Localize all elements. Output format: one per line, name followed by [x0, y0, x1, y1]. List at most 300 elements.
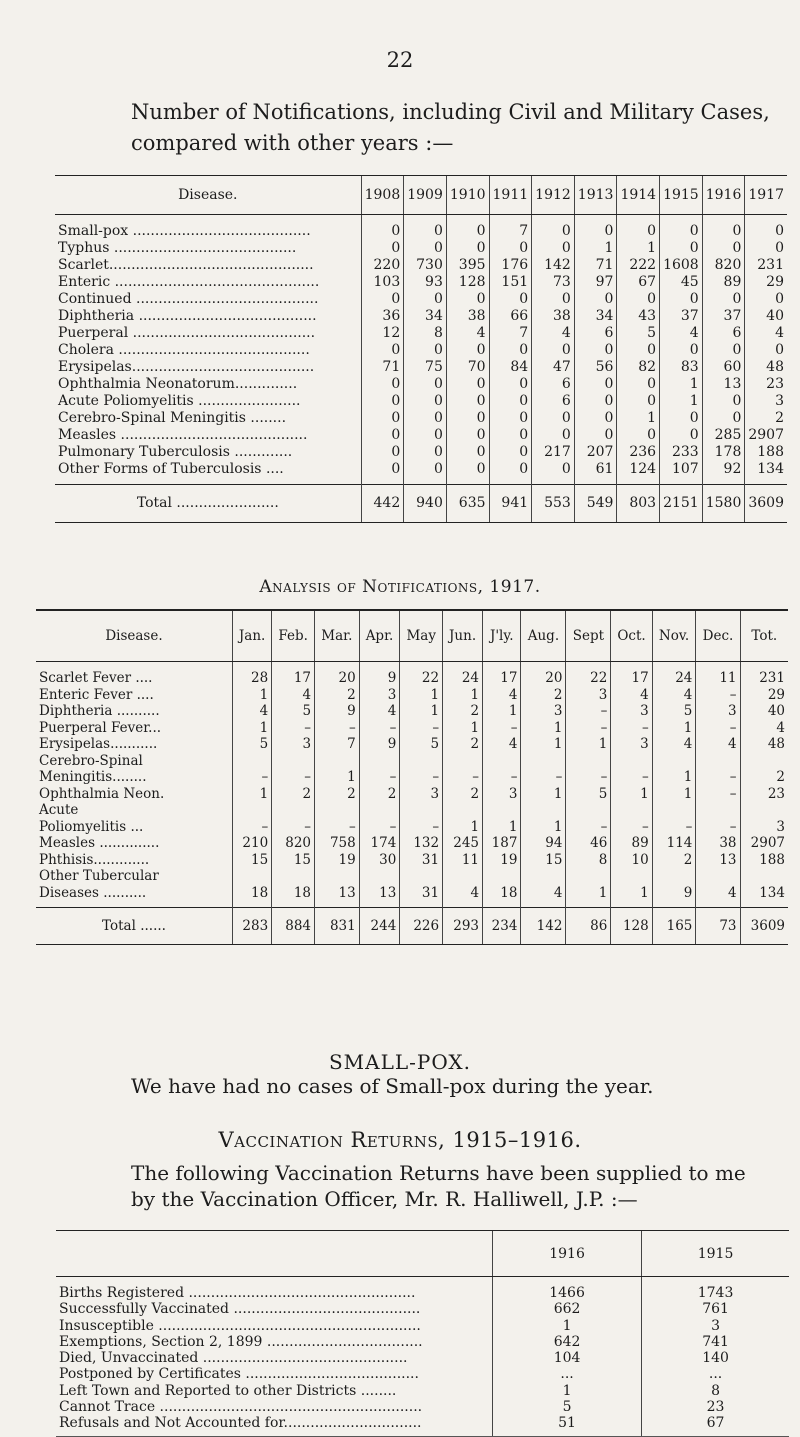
cell-value: 4	[483, 736, 521, 753]
cell-value: 0	[489, 410, 532, 427]
row-label: Scarlet..............................................	[58, 257, 314, 273]
cell-value: 6	[574, 325, 617, 342]
cell-value: –	[315, 720, 360, 737]
table-row	[56, 1383, 789, 1399]
table-row	[56, 1301, 789, 1317]
total-value: 73	[696, 908, 740, 945]
cell-value: 0	[574, 291, 617, 308]
cell-value: 0	[574, 410, 617, 427]
row-label: Other Tubercular	[39, 868, 159, 884]
cell-value: 20	[315, 662, 360, 687]
cell-value: 188	[740, 852, 788, 869]
cell-value: 0	[617, 342, 660, 359]
column-header: Mar.	[315, 610, 360, 662]
cell-value: 7	[489, 325, 532, 342]
cell-value: 22	[566, 662, 611, 687]
row-label: Pulmonary Tuberculosis .............	[58, 444, 293, 460]
cell-value: 11	[696, 662, 740, 687]
cell-value: 34	[574, 308, 617, 325]
row-label: Diphtheria ........................................	[58, 308, 317, 324]
cell-value: 24	[443, 662, 483, 687]
cell-value: 0	[446, 376, 489, 393]
cell-value: 662	[493, 1301, 642, 1317]
cell-value: 15	[233, 852, 272, 869]
cell-value: 1	[652, 786, 696, 803]
column-header: 1915	[642, 1231, 789, 1277]
cell-value: 3	[272, 736, 315, 753]
analysis-heading	[0, 577, 800, 597]
cell-value: 37	[702, 308, 745, 325]
table-row	[55, 393, 787, 410]
cell-value: 0	[617, 215, 660, 241]
cell-value: 9	[359, 736, 400, 753]
cell-value: 1	[566, 736, 611, 753]
cell-value	[483, 802, 521, 819]
cell-value: 2907	[740, 835, 788, 852]
cell-value: 17	[483, 662, 521, 687]
cell-value: 820	[272, 835, 315, 852]
cell-value: 0	[404, 427, 447, 444]
cell-value: 1	[660, 393, 703, 410]
cell-value: 0	[532, 291, 575, 308]
notifications-heading: Number of Notifications, including Civil and Military Cases, compared with other years :—	[131, 100, 770, 155]
cell-value	[272, 868, 315, 885]
cell-value: 187	[483, 835, 521, 852]
cell-value: 0	[404, 291, 447, 308]
cell-value	[652, 802, 696, 819]
cell-value: 1	[611, 885, 652, 908]
row-label: Enteric Fever ....	[39, 686, 154, 703]
cell-value: 23	[740, 786, 788, 803]
cell-value	[233, 753, 272, 770]
cell-value: 107	[660, 461, 703, 485]
cell-value	[315, 802, 360, 819]
cell-value: 124	[617, 461, 660, 485]
cell-value: 0	[361, 393, 404, 410]
cell-value: 0	[702, 215, 745, 241]
cell-value: 285	[702, 427, 745, 444]
cell-value: 222	[617, 257, 660, 274]
cell-value: –	[359, 720, 400, 737]
cell-value: 0	[660, 410, 703, 427]
row-label: Refusals and Not Accounted for...............................	[56, 1415, 493, 1436]
cell-value: –	[483, 720, 521, 737]
cell-value: 45	[660, 274, 703, 291]
cell-value: 0	[660, 427, 703, 444]
cell-value: 0	[489, 427, 532, 444]
cell-value: 0	[489, 342, 532, 359]
cell-value: 6	[532, 376, 575, 393]
cell-value: 0	[532, 215, 575, 241]
cell-value: 4	[652, 687, 696, 704]
cell-value: 0	[361, 427, 404, 444]
row-label: Poliomyelitis ...	[39, 818, 144, 835]
disease-header: Disease.	[55, 176, 361, 215]
cell-value: 1	[233, 720, 272, 737]
column-header: Tot.	[740, 610, 788, 662]
cell-value: 18	[233, 885, 272, 908]
cell-value: 1	[443, 720, 483, 737]
cell-value: 12	[361, 325, 404, 342]
cell-value: 2	[359, 786, 400, 803]
cell-value	[566, 802, 611, 819]
cell-value: 2907	[745, 427, 787, 444]
cell-value: 3	[400, 786, 443, 803]
cell-value	[443, 802, 483, 819]
cell-value: 4	[745, 325, 787, 342]
cell-value: 71	[574, 257, 617, 274]
cell-value: –	[611, 769, 652, 786]
cell-value: 0	[404, 342, 447, 359]
cell-value: 0	[446, 410, 489, 427]
cell-value: 151	[489, 274, 532, 291]
table-row	[36, 819, 788, 836]
cell-value	[483, 868, 521, 885]
column-header: Apr.	[359, 610, 400, 662]
cell-value: 61	[574, 461, 617, 485]
cell-value: 0	[489, 291, 532, 308]
cell-value: 1	[611, 786, 652, 803]
cell-value: 2	[521, 687, 566, 704]
cell-value: 1	[233, 687, 272, 704]
cell-value: –	[611, 819, 652, 836]
cell-value: 0	[404, 410, 447, 427]
cell-value: 0	[446, 461, 489, 485]
cell-value: 1	[617, 240, 660, 257]
cell-value: 0	[446, 444, 489, 461]
row-label: Measles ..............	[39, 835, 160, 851]
cell-value: 4	[696, 885, 740, 908]
cell-value: 67	[642, 1415, 789, 1436]
cell-value: 0	[702, 410, 745, 427]
cell-value: 48	[740, 736, 788, 753]
cell-value: 0	[660, 215, 703, 241]
cell-value: 9	[359, 662, 400, 687]
total-value: 283	[233, 908, 272, 945]
table-row	[55, 291, 787, 308]
table-row	[36, 868, 788, 885]
cell-value: ...	[642, 1366, 789, 1382]
cell-value: 11	[443, 852, 483, 869]
row-label: Puerperal Fever...	[39, 719, 162, 736]
total-value: 142	[521, 908, 566, 945]
cell-value: 0	[404, 240, 447, 257]
cell-value	[521, 868, 566, 885]
cell-value	[740, 753, 788, 770]
cell-value: 1	[574, 240, 617, 257]
cell-value: –	[359, 769, 400, 786]
cell-value: 1	[483, 819, 521, 836]
cell-value	[652, 868, 696, 885]
cell-value: 3	[359, 687, 400, 704]
analysis-table	[36, 609, 788, 945]
cell-value: 93	[404, 274, 447, 291]
cell-value: 0	[361, 240, 404, 257]
total-value: 226	[400, 908, 443, 945]
cell-value: 0	[446, 240, 489, 257]
cell-value: –	[400, 720, 443, 737]
cell-value: 6	[532, 393, 575, 410]
column-header: 1916	[493, 1231, 642, 1277]
cell-value: 220	[361, 257, 404, 274]
cell-value: 7	[315, 736, 360, 753]
cell-value	[233, 868, 272, 885]
column-header: Jun.	[443, 610, 483, 662]
cell-value: 140	[642, 1350, 789, 1366]
cell-value: 3	[483, 786, 521, 803]
table-row	[36, 769, 788, 786]
cell-value: 1	[315, 769, 360, 786]
cell-value: 210	[233, 835, 272, 852]
cell-value: 0	[532, 342, 575, 359]
cell-value: 5	[400, 736, 443, 753]
cell-value: 178	[702, 444, 745, 461]
cell-value: 75	[404, 359, 447, 376]
cell-value: –	[696, 687, 740, 704]
smallpox-title: SMALL-POX.	[328, 1050, 472, 1074]
table-row	[55, 444, 787, 461]
table-row	[55, 410, 787, 427]
cell-value: 28	[233, 662, 272, 687]
table-row	[55, 359, 787, 376]
cell-value: 0	[361, 444, 404, 461]
cell-value: 9	[652, 885, 696, 908]
cell-value: 73	[532, 274, 575, 291]
row-label: Puerperal .........................................	[58, 325, 316, 341]
cell-value: –	[521, 769, 566, 786]
row-label: Left Town and Reported to other Districts ........	[59, 1382, 397, 1399]
column-header: 1914	[617, 176, 660, 215]
row-label: Postponed by Certificates .......................................	[59, 1366, 419, 1383]
cell-value: 48	[745, 359, 787, 376]
cell-value: 13	[359, 885, 400, 908]
cell-value: –	[400, 769, 443, 786]
table-row	[56, 1350, 789, 1366]
vaccination-text: The following Vaccination Returns have been supplied to me by the Vaccination Officer, Mr. R. Halliwell, J.P. :—	[131, 1161, 746, 1211]
total-value: 2151	[660, 485, 703, 523]
cell-value: 3	[611, 736, 652, 753]
column-header: 1912	[532, 176, 575, 215]
table-row	[36, 687, 788, 704]
cell-value: 0	[404, 393, 447, 410]
cell-value: –	[611, 720, 652, 737]
cell-value: 4	[660, 325, 703, 342]
table-row	[36, 753, 788, 770]
row-label: Cerebro-Spinal	[39, 752, 143, 769]
cell-value: 231	[745, 257, 787, 274]
table-row	[36, 736, 788, 753]
row-label: Died, Unvaccinated ..............................................	[59, 1350, 408, 1367]
cell-value: 24	[652, 662, 696, 687]
cell-value: 1	[652, 769, 696, 786]
cell-value: 40	[745, 308, 787, 325]
total-value: 1580	[702, 485, 745, 523]
cell-value: 0	[404, 376, 447, 393]
row-label: Exemptions, Section 2, 1899 ...................................	[59, 1333, 423, 1350]
cell-value: 31	[400, 885, 443, 908]
cell-value: 8	[404, 325, 447, 342]
row-label: Measles ..........................................	[58, 427, 308, 443]
cell-value: 38	[696, 835, 740, 852]
cell-value: 245	[443, 835, 483, 852]
cell-value: 0	[574, 215, 617, 241]
cell-value: –	[566, 819, 611, 836]
cell-value: 6	[702, 325, 745, 342]
row-label: Diphtheria ..........	[39, 703, 160, 719]
cell-value	[566, 868, 611, 885]
cell-value	[652, 753, 696, 770]
cell-value: 89	[702, 274, 745, 291]
cell-value: 1	[521, 720, 566, 737]
column-header: 1910	[446, 176, 489, 215]
table-row	[55, 342, 787, 359]
cell-value: 0	[702, 291, 745, 308]
cell-value: –	[566, 720, 611, 737]
cell-value: 132	[400, 835, 443, 852]
cell-value: 43	[617, 308, 660, 325]
cell-value: 13	[315, 885, 360, 908]
cell-value: 2	[443, 703, 483, 720]
table-row	[56, 1334, 789, 1350]
table-row	[36, 835, 788, 852]
cell-value	[611, 753, 652, 770]
cell-value: 1	[493, 1383, 642, 1399]
column-header: May	[400, 610, 443, 662]
total-value: 165	[652, 908, 696, 945]
table-row	[56, 1415, 789, 1436]
table-row	[36, 720, 788, 737]
cell-value: 10	[611, 852, 652, 869]
cell-value: 217	[532, 444, 575, 461]
cell-value: 233	[660, 444, 703, 461]
cell-value: 2	[443, 736, 483, 753]
row-label: Ophthalmia Neon.	[39, 785, 165, 802]
cell-value: 37	[660, 308, 703, 325]
total-value: 884	[272, 908, 315, 945]
cell-value: 17	[611, 662, 652, 687]
cell-value: 2	[652, 852, 696, 869]
cell-value: 0	[361, 376, 404, 393]
cell-value: 13	[702, 376, 745, 393]
table-row	[55, 427, 787, 444]
cell-value: 0	[404, 215, 447, 241]
cell-value: 9	[315, 703, 360, 720]
cell-value: 1	[660, 376, 703, 393]
cell-value: 1	[521, 786, 566, 803]
cell-value: 31	[400, 852, 443, 869]
cell-value	[740, 802, 788, 819]
cell-value: 142	[532, 257, 575, 274]
cell-value: 13	[696, 852, 740, 869]
row-label: Scarlet Fever ....	[39, 670, 153, 686]
row-label: Meningitis........	[39, 769, 147, 785]
cell-value: 114	[652, 835, 696, 852]
cell-value: 4	[446, 325, 489, 342]
column-header: 1913	[574, 176, 617, 215]
cell-value: 84	[489, 359, 532, 376]
cell-value: 3	[740, 819, 788, 836]
total-value: 941	[489, 485, 532, 523]
cell-value: 3	[642, 1318, 789, 1334]
total-value: 244	[359, 908, 400, 945]
cell-value: 0	[404, 444, 447, 461]
cell-value: –	[272, 720, 315, 737]
cell-value: 89	[611, 835, 652, 852]
row-label: Cholera ...........................................	[58, 342, 310, 358]
cell-value: 36	[361, 308, 404, 325]
column-header: 1916	[702, 176, 745, 215]
cell-value: 0	[745, 342, 787, 359]
cell-value: 4	[740, 720, 788, 737]
cell-value: 2	[745, 410, 787, 427]
cell-value: 2	[443, 786, 483, 803]
cell-value	[483, 753, 521, 770]
cell-value: –	[272, 769, 315, 786]
cell-value: 5	[272, 703, 315, 720]
table-row	[55, 461, 787, 485]
table-row	[36, 703, 788, 720]
cell-value: 0	[745, 215, 787, 241]
cell-value: 0	[446, 427, 489, 444]
row-label: Small-pox ........................................	[58, 223, 311, 239]
cell-value: 0	[446, 215, 489, 241]
cell-value: 34	[404, 308, 447, 325]
cell-value: 0	[660, 342, 703, 359]
cell-value: 0	[446, 393, 489, 410]
cell-value	[611, 802, 652, 819]
cell-value: 128	[446, 274, 489, 291]
cell-value: 0	[617, 291, 660, 308]
total-value: 3609	[740, 908, 788, 945]
total-value: 442	[361, 485, 404, 523]
cell-value: 0	[574, 376, 617, 393]
cell-value: –	[696, 720, 740, 737]
cell-value: 0	[446, 291, 489, 308]
cell-value	[521, 802, 566, 819]
cell-value: 0	[361, 291, 404, 308]
cell-value	[400, 802, 443, 819]
cell-value: 1	[233, 786, 272, 803]
cell-value: 741	[642, 1334, 789, 1350]
cell-value: 0	[617, 376, 660, 393]
table-row	[55, 376, 787, 393]
cell-value: 820	[702, 257, 745, 274]
cell-value: 1	[521, 819, 566, 836]
cell-value: 1608	[660, 257, 703, 274]
cell-value: 1	[483, 703, 521, 720]
cell-value: 3	[611, 703, 652, 720]
cell-value: 0	[617, 393, 660, 410]
cell-value: 4	[532, 325, 575, 342]
cell-value: 94	[521, 835, 566, 852]
cell-value: 18	[272, 885, 315, 908]
cell-value: 4	[696, 736, 740, 753]
cell-value: 38	[532, 308, 575, 325]
total-value: 635	[446, 485, 489, 523]
cell-value: 3	[566, 687, 611, 704]
cell-value: 0	[574, 427, 617, 444]
row-label: Acute Poliomyelitis .......................	[58, 393, 301, 409]
column-header: Sept	[566, 610, 611, 662]
table-row	[56, 1277, 789, 1302]
cell-value: 0	[489, 444, 532, 461]
cell-value: 104	[493, 1350, 642, 1366]
cell-value: 134	[745, 461, 787, 485]
cell-value: 71	[361, 359, 404, 376]
cell-value: 0	[532, 240, 575, 257]
cell-value: –	[359, 819, 400, 836]
cell-value: 67	[617, 274, 660, 291]
